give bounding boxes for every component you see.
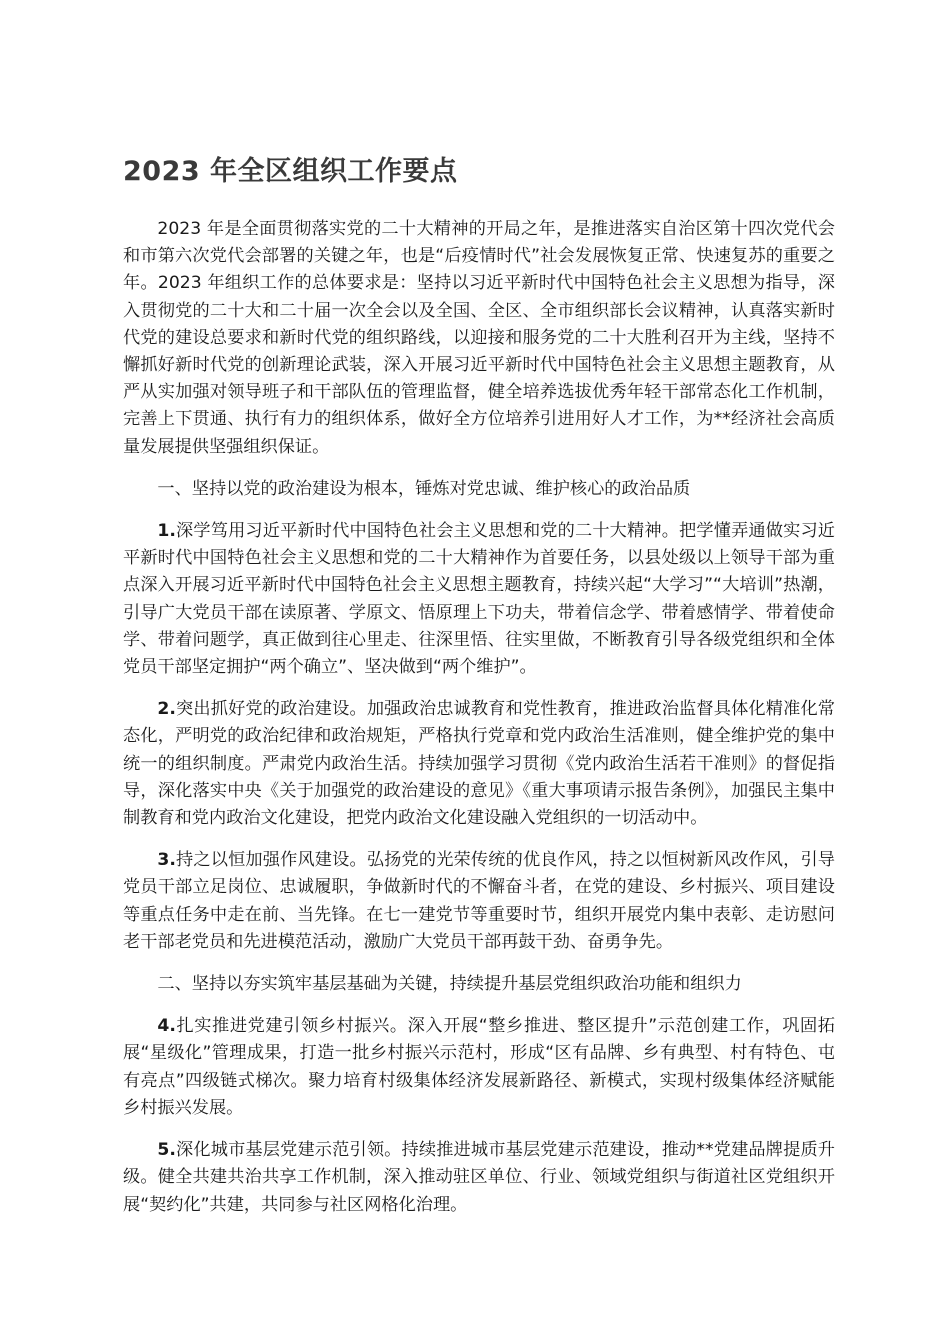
- intro-paragraph: 2023 年是全面贯彻落实党的二十大精神的开局之年，是推进落实自治区第十四次党代会和市第六次党代会部署的关键之年，也是“后疫情时代”社会发展恢复正常、快速复苏的重要之年。2023 年组织工作的总体要求是：坚持以习近平新时代中国特色社会主义思想为指导，深入贯彻党的二十大和二十届一次全会以及全国、全区、全市组织部长会议精神，认真落实新时代党的建设总要求和新时代党的组织路线，以迎接和服务党的二十大胜利召开为主线，坚持不懈抓好新时代党的创新理论武装，深入开展习近平新时代中国特色社会主义思想主题教育，从严从实加强对领导班子和干部队伍的管理监督，健全培养选拔优秀年轻干部常态化工作机制，完善上下贯通、执行有力的组织体系，做好全方位培养引进用好人才工作，为**经济社会高质量发展提供坚强组织保证。: [123, 219, 835, 457]
- document-title: 2023 年全区组织工作要点: [123, 156, 458, 187]
- item-paragraph-4: [123, 1013, 835, 1122]
- section-heading-1: 一、坚持以党的政治建设为根本，锤炼对党忠诚、维护核心的政治品质: [157, 478, 691, 499]
- document-page: [123, 150, 835, 1234]
- item-number: 1.: [157, 521, 176, 542]
- section-heading-2: 二、坚持以夯实筑牢基层基础为关键，持续提升基层党组织政治功能和组织力: [157, 974, 742, 995]
- item-text: 突出抓好党的政治建设。加强政治忠诚教育和党性教育，推进政治监督具体化精准化常态化，严明党的政治纪律和政治规矩，严格执行党章和党内政治生活准则，健全维护党的集中统一的组织制度。严肃党内政治生活。持续加强学习贯彻《党内政治生活若干准则》的督促指导，深化落实中央《关于加强党的政治建设的意见》《重大事项请示报告条例》，加强民主集中制教育和党内政治文化建设，把党内政治文化建设融入党组织的一切活动中。: [123, 699, 835, 829]
- item-number: 4.: [157, 1016, 176, 1037]
- item-number: 5.: [157, 1140, 176, 1161]
- item-number: 3.: [157, 850, 176, 871]
- item-paragraph-2: [123, 696, 835, 832]
- item-text: 深化城市基层党建示范引领。持续推进城市基层党建示范建设，推动**党建品牌提质升级。健全共建共治共享工作机制，深入推动驻区单位、行业、领域党组织与街道社区党组织开展“契约化”共建，共同参与社区网格化治理。: [123, 1140, 835, 1215]
- item-paragraph-3: [123, 847, 835, 956]
- item-text: 持之以恒加强作风建设。弘扬党的光荣传统的优良作风，持之以恒树新风改作风，引导党员干部立足岗位、忠诚履职，争做新时代的不懈奋斗者，在党的建设、乡村振兴、项目建设等重点任务中走在前、当先锋。在七一建党节等重要时节，组织开展党内集中表彰、走访慰问老干部老党员和先进模范活动，激励广大党员干部再鼓干劲、奋勇争先。: [123, 850, 835, 952]
- item-text: 扎实推进党建引领乡村振兴。深入开展“整乡推进、整区提升”示范创建工作，巩固拓展“星级化”管理成果，打造一批乡村振兴示范村，形成“区有品牌、乡有典型、村有特色、屯有亮点”四级链式梯次。聚力培育村级集体经济发展新路径、新模式，实现村级集体经济赋能乡村振兴发展。: [123, 1016, 835, 1118]
- item-text: 深学笃用习近平新时代中国特色社会主义思想和党的二十大精神。把学懂弄通做实习近平新时代中国特色社会主义思想和党的二十大精神作为首要任务，以县处级以上领导干部为重点深入开展习近平新时代中国特色社会主义思想主题教育，持续兴起“大学习”“大培训”热潮，引导广大党员干部在读原著、学原文、悟原理上下功夫，带着信念学、带着感情学、带着使命学、带着问题学，真正做到往心里走、往深里悟、往实里做，不断教育引导各级党组织和全体党员干部坚定拥护“两个确立”、坚决做到“两个维护”。: [123, 521, 835, 678]
- item-number: 2.: [157, 699, 176, 720]
- item-paragraph-1: [123, 518, 835, 681]
- item-paragraph-5: [123, 1137, 835, 1219]
